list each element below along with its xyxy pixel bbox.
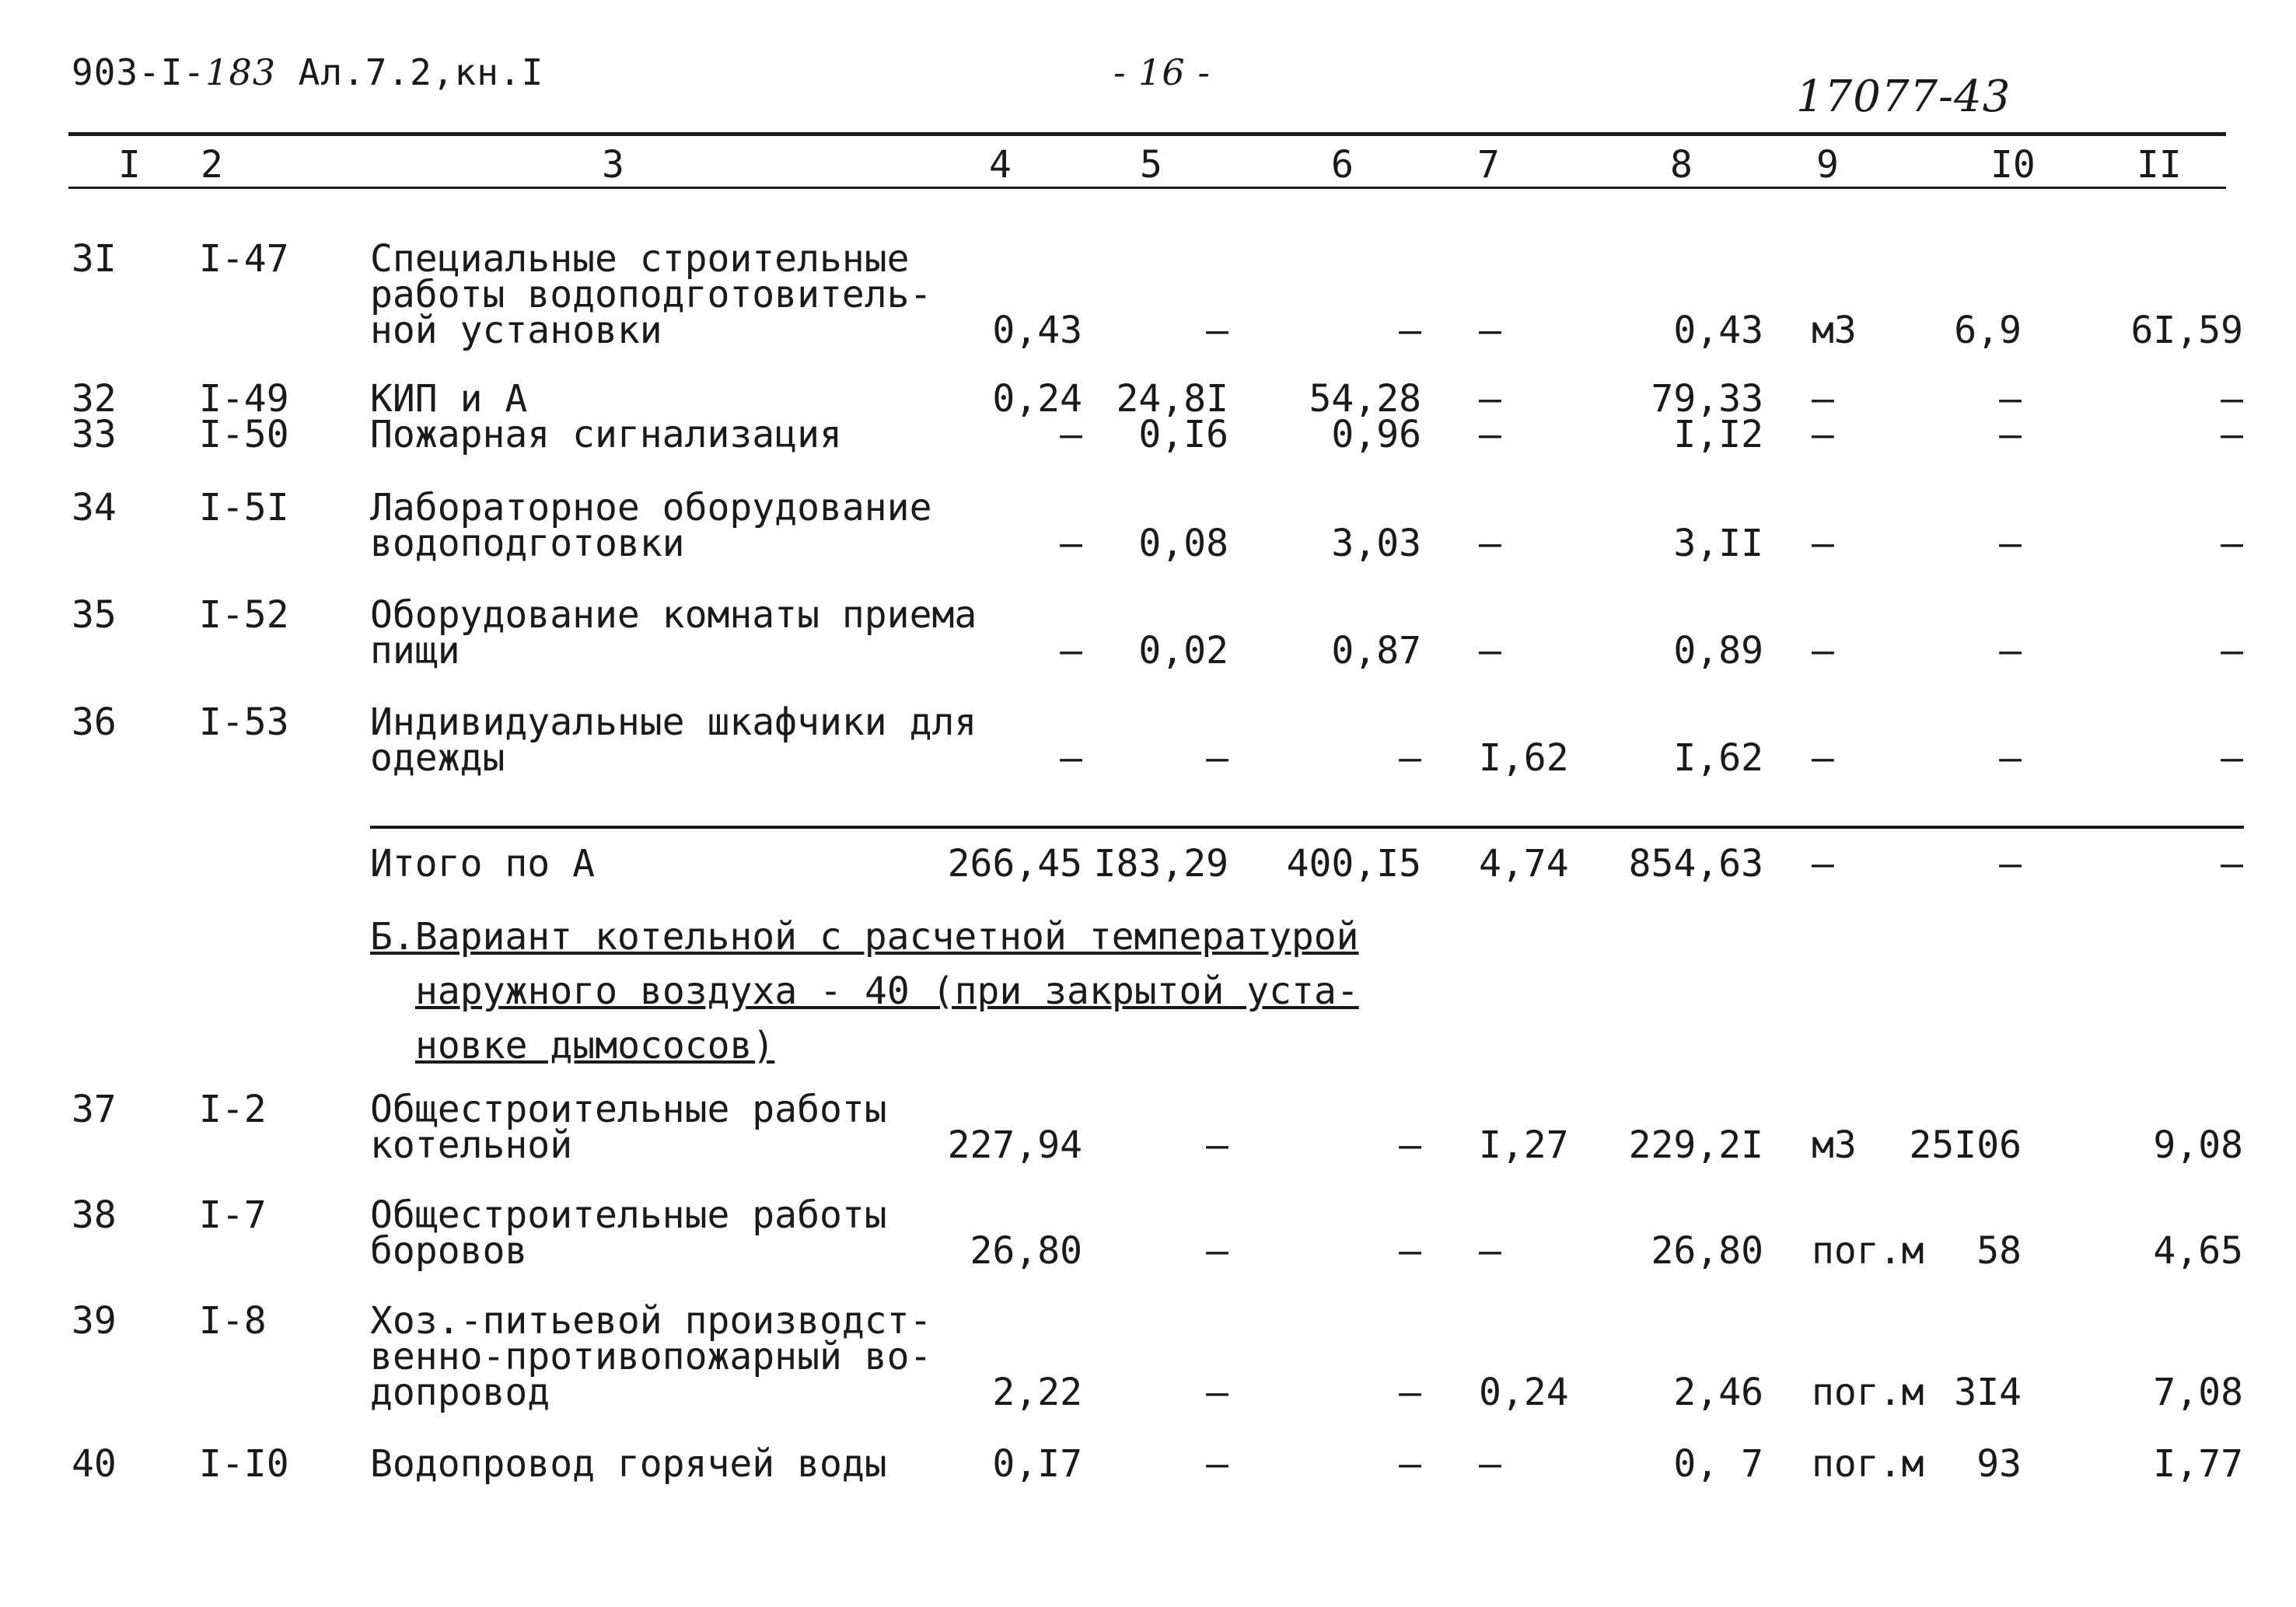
cell-col6: –: [1399, 1371, 1421, 1414]
description-line: Общестроительные работы: [370, 1088, 887, 1131]
cell-col9: пог.м: [1812, 1371, 1924, 1414]
row-number: 33: [72, 413, 117, 456]
cell-col7: –: [1479, 377, 1501, 421]
row-number: 32: [72, 377, 117, 421]
cell-col5: 0,02: [1138, 629, 1228, 672]
total-col8: 854,63: [1628, 842, 1763, 886]
cell-col8: 26,80: [1651, 1229, 1763, 1273]
row-code: I-52: [199, 593, 289, 637]
cell-col5: –: [1206, 736, 1228, 780]
column-number-7: 7: [1477, 143, 1500, 187]
description-line: допровод: [370, 1371, 550, 1414]
column-number-11: II: [2137, 143, 2182, 187]
description-line: работы водоподготовитель-: [370, 273, 932, 316]
cell-col4: –: [1060, 736, 1082, 780]
cell-col7: –: [1479, 413, 1501, 456]
row-code: I-7: [199, 1193, 267, 1237]
row-code: I-49: [199, 377, 289, 421]
cell-col10: –: [1999, 522, 2022, 565]
section-heading-line: Б.Вариант котельной с расчетной температурой: [370, 915, 1359, 959]
cell-col11: 9,08: [2153, 1123, 2243, 1167]
cell-col7: I,62: [1479, 736, 1569, 780]
cell-col6: –: [1399, 736, 1421, 780]
column-number-10: I0: [1990, 143, 2036, 187]
row-description: [370, 377, 528, 421]
cell-col7: –: [1479, 522, 1501, 565]
cell-col7: 0,24: [1479, 1371, 1569, 1414]
cell-col9: м3: [1812, 309, 1857, 352]
row-description: [370, 593, 977, 672]
cell-col10: 3I4: [1954, 1371, 2022, 1414]
column-number-8: 8: [1670, 143, 1693, 187]
row-code: I-5I: [199, 486, 289, 529]
cell-col4: –: [1060, 522, 1082, 565]
row-number: 34: [72, 486, 117, 529]
cell-col4: 227,94: [947, 1123, 1082, 1167]
cell-col7: I,27: [1479, 1123, 1569, 1167]
description-line: Пожарная сигнализация: [370, 413, 842, 456]
document-code: [72, 51, 543, 93]
cell-col8: 0,89: [1673, 629, 1763, 672]
cell-col10: –: [1999, 629, 2022, 672]
cell-col5: 24,8I: [1116, 377, 1228, 421]
cell-col8: 0,43: [1673, 309, 1763, 352]
total-label: Итого по А: [370, 842, 595, 886]
row-code: I-8: [199, 1299, 267, 1343]
cell-col11: –: [2221, 522, 2243, 565]
column-number-2: 2: [201, 143, 223, 187]
cell-col10: 6,9: [1954, 309, 2022, 352]
cell-col6: 0,87: [1331, 629, 1421, 672]
cell-col6: 0,96: [1331, 413, 1421, 456]
column-number-9: 9: [1816, 143, 1839, 187]
description-line: водоподготовки: [370, 522, 685, 565]
page-number: - 16 -: [1113, 51, 1211, 93]
row-code: I-47: [199, 237, 289, 281]
row-description: [370, 700, 977, 780]
cell-col6: –: [1399, 1123, 1421, 1167]
description-line: одежды: [370, 736, 505, 780]
cell-col11: 4,65: [2153, 1229, 2243, 1273]
cell-col7: –: [1479, 629, 1501, 672]
cell-col6: 3,03: [1331, 522, 1421, 565]
cell-col9: –: [1812, 522, 1834, 565]
description-line: КИП и А: [370, 377, 528, 421]
cell-col11: –: [2221, 629, 2243, 672]
cell-col5: –: [1206, 1371, 1228, 1414]
cell-col7: –: [1479, 1442, 1501, 1486]
row-description: [370, 413, 842, 456]
table-header-rule: [68, 187, 2226, 189]
total-col6: 400,I5: [1286, 842, 1421, 886]
document-code-handwritten: 183: [205, 51, 276, 93]
cell-col8: I,62: [1673, 736, 1763, 780]
cell-col10: –: [1999, 736, 2022, 780]
row-number: 3I: [72, 237, 117, 281]
archive-stamp: 17077-43: [1796, 72, 2011, 122]
cell-col10: 25I06: [1909, 1123, 2022, 1167]
description-line: Индивидуальные шкафчики для: [370, 700, 977, 744]
cell-col4: 0,24: [992, 377, 1082, 421]
cell-col5: –: [1206, 1442, 1228, 1486]
cell-col9: м3: [1812, 1123, 1857, 1167]
subtotal-rule: [370, 826, 2244, 829]
cell-col9: –: [1812, 736, 1834, 780]
cell-col10: –: [1999, 377, 2022, 421]
description-line: котельной: [370, 1123, 573, 1167]
cell-col9: –: [1812, 377, 1834, 421]
cell-col4: –: [1060, 629, 1082, 672]
cell-col11: –: [2221, 736, 2243, 780]
row-description: [370, 1299, 932, 1414]
description-line: боровов: [370, 1229, 528, 1273]
cell-col11: 7,08: [2153, 1371, 2243, 1414]
description-line: Специальные строительные: [370, 237, 910, 281]
cell-col5: 0,I6: [1138, 413, 1228, 456]
cell-col6: –: [1399, 1442, 1421, 1486]
column-number-6: 6: [1331, 143, 1354, 187]
cell-col5: –: [1206, 309, 1228, 352]
cell-col4: –: [1060, 413, 1082, 456]
cell-col8: I,I2: [1673, 413, 1763, 456]
row-number: 40: [72, 1442, 117, 1486]
cell-col8: 229,2I: [1628, 1123, 1763, 1167]
document-code-suffix: Ал.7.2,кн.I: [275, 51, 544, 93]
row-number: 36: [72, 700, 117, 744]
row-description: [370, 237, 932, 352]
cell-col11: –: [2221, 413, 2243, 456]
cell-col5: –: [1206, 1229, 1228, 1273]
description-line: Водопровод горячей воды: [370, 1442, 887, 1486]
cell-col6: –: [1399, 1229, 1421, 1273]
cell-col8: 2,46: [1673, 1371, 1763, 1414]
total-col11: –: [2221, 842, 2243, 886]
cell-col8: 79,33: [1651, 377, 1763, 421]
column-number-1: I: [118, 143, 141, 187]
cell-col10: –: [1999, 413, 2022, 456]
section-heading-line: новке дымососов): [415, 1024, 775, 1067]
section-heading-line: наружного воздуха - 40 (при закрытой уста-: [415, 969, 1359, 1013]
total-col5: I83,29: [1093, 842, 1228, 886]
cell-col9: пог.м: [1812, 1442, 1924, 1486]
cell-col4: 2,22: [992, 1371, 1082, 1414]
section-b-heading: [370, 910, 1359, 1073]
total-col7: 4,74: [1479, 842, 1569, 886]
description-line: Хоз.-питьевой производст-: [370, 1299, 932, 1343]
cell-col11: –: [2221, 377, 2243, 421]
total-col4: 266,45: [947, 842, 1082, 886]
cell-col7: –: [1479, 309, 1501, 352]
row-description: [370, 1442, 887, 1486]
cell-col9: пог.м: [1812, 1229, 1924, 1273]
description-line: пищи: [370, 629, 460, 672]
row-description: [370, 1193, 887, 1273]
description-line: Общестроительные работы: [370, 1193, 887, 1237]
row-description: [370, 1088, 887, 1167]
document-code-prefix: 903-I-: [72, 51, 206, 93]
cell-col9: –: [1812, 629, 1834, 672]
column-number-3: 3: [602, 143, 624, 187]
cell-col4: 0,I7: [992, 1442, 1082, 1486]
cell-col6: –: [1399, 309, 1421, 352]
description-line: Оборудование комнаты приема: [370, 593, 977, 637]
column-number-5: 5: [1140, 143, 1162, 187]
column-number-4: 4: [989, 143, 1012, 187]
cell-col5: –: [1206, 1123, 1228, 1167]
row-code: I-53: [199, 700, 289, 744]
table-top-rule: [68, 132, 2226, 136]
row-code: I-2: [199, 1088, 267, 1131]
cell-col4: 26,80: [970, 1229, 1082, 1273]
cell-col8: 0, 7: [1673, 1442, 1763, 1486]
row-number: 38: [72, 1193, 117, 1237]
row-description: [370, 486, 932, 565]
description-line: венно-противопожарный во-: [370, 1335, 932, 1378]
row-number: 35: [72, 593, 117, 637]
cell-col7: –: [1479, 1229, 1501, 1273]
cell-col4: 0,43: [992, 309, 1082, 352]
cell-col9: –: [1812, 413, 1834, 456]
cell-col10: 93: [1976, 1442, 2022, 1486]
cell-col8: 3,II: [1673, 522, 1763, 565]
cell-col10: 58: [1976, 1229, 2022, 1273]
total-col10: –: [1999, 842, 2022, 886]
row-number: 37: [72, 1088, 117, 1131]
description-line: ной установки: [370, 309, 662, 352]
cell-col11: I,77: [2153, 1442, 2243, 1486]
row-code: I-50: [199, 413, 289, 456]
cell-col11: 6I,59: [2130, 309, 2243, 352]
description-line: Лабораторное оборудование: [370, 486, 932, 529]
row-code: I-I0: [199, 1442, 289, 1486]
cell-col6: 54,28: [1309, 377, 1421, 421]
cell-col5: 0,08: [1138, 522, 1228, 565]
row-number: 39: [72, 1299, 117, 1343]
total-col9: –: [1812, 842, 1834, 886]
